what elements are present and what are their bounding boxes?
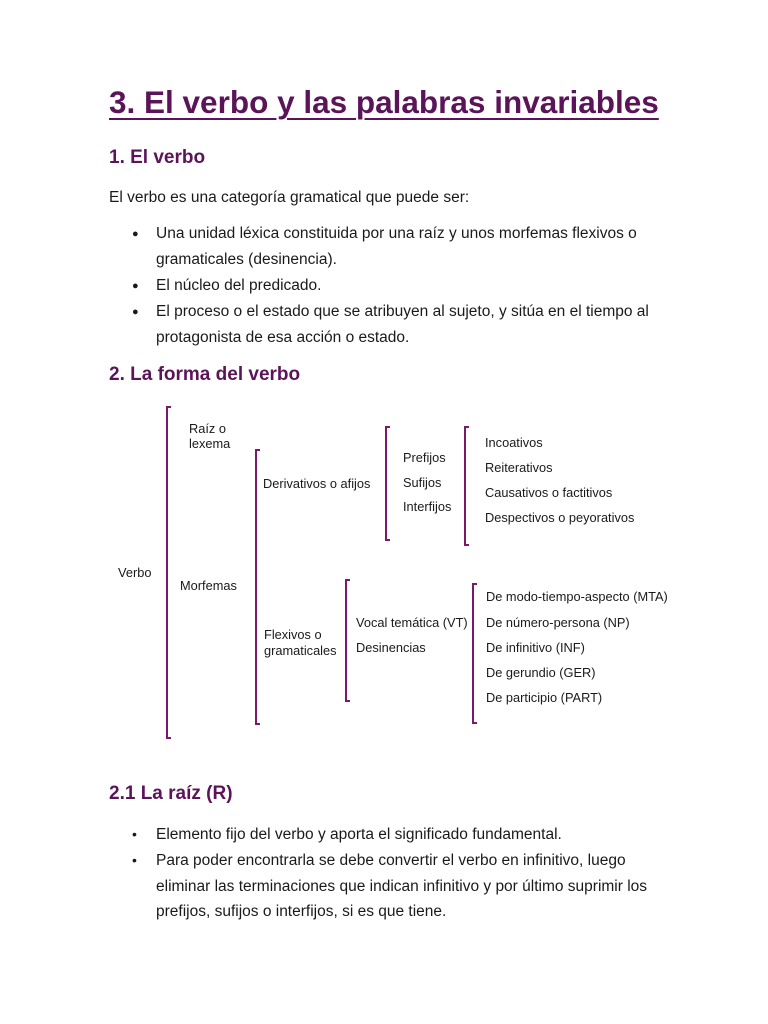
- node-flexivos-line1: Flexivos o: [264, 627, 322, 642]
- node-verbo: Verbo: [118, 565, 152, 580]
- list-item: Para poder encontrarla se debe convertir el verbo en infinitivo, luego: [156, 852, 626, 869]
- bracket-derivativos: [386, 427, 390, 540]
- node-np: De número-persona (NP): [486, 615, 630, 630]
- node-sufijos: Sufijos: [403, 475, 442, 490]
- list-item-continued: protagonista de esa acción o estado.: [156, 329, 410, 346]
- node-raiz-line2: lexema: [189, 436, 231, 451]
- bracket-flexivos: [346, 580, 350, 701]
- node-despectivos: Despectivos o peyorativos: [485, 510, 635, 525]
- bullet-marker: ●: [132, 228, 139, 240]
- node-interfijos: Interfijos: [403, 499, 452, 514]
- page-title: 3. El verbo y las palabras invariables: [109, 84, 659, 120]
- list-item: El proceso o el estado que se atribuyen al sujeto, y sitúa en el tiempo al: [156, 303, 649, 320]
- node-derivativos: Derivativos o afijos: [263, 476, 371, 491]
- node-flexivos-line2: gramaticales: [264, 643, 337, 658]
- node-morfemas: Morfemas: [180, 578, 237, 593]
- node-causativos: Causativos o factitivos: [485, 485, 613, 500]
- list-item-continued: prefijos, sufijos o interfijos, si es que tiene.: [156, 903, 447, 920]
- node-raiz-line1: Raíz o: [189, 421, 226, 436]
- list-item-continued: eliminar las terminaciones que indican infinitivo y por último suprimir los: [156, 878, 648, 895]
- node-reiterativos: Reiterativos: [485, 460, 553, 475]
- bullet-marker: •: [132, 852, 137, 868]
- node-vocal-tematica: Vocal temática (VT): [356, 615, 468, 630]
- list-item: Una unidad léxica constituida por una raíz y unos morfemas flexivos o: [156, 225, 637, 242]
- section-heading-el-verbo: 1. El verbo: [109, 147, 206, 168]
- list-item: El núcleo del predicado.: [156, 277, 322, 294]
- list-item: Elemento fijo del verbo y aporta el significado fundamental.: [156, 826, 562, 843]
- node-ger: De gerundio (GER): [486, 665, 596, 680]
- node-inf: De infinitivo (INF): [486, 640, 585, 655]
- intro-paragraph: El verbo es una categoría gramatical que puede ser:: [109, 189, 470, 206]
- section-heading-la-raiz: 2.1 La raíz (R): [109, 783, 233, 804]
- bullet-marker: ●: [132, 306, 139, 318]
- node-prefijos: Prefijos: [403, 450, 446, 465]
- bracket-desinencias: [473, 584, 477, 723]
- bullet-marker: •: [132, 826, 137, 842]
- list-item-continued: gramaticales (desinencia).: [156, 251, 337, 268]
- section-heading-forma-del-verbo: 2. La forma del verbo: [109, 364, 301, 385]
- node-part: De participio (PART): [486, 690, 603, 705]
- bullet-marker: ●: [132, 280, 139, 292]
- node-incoativos: Incoativos: [485, 435, 543, 450]
- node-desinencias: Desinencias: [356, 640, 426, 655]
- bracket-sufijos: [465, 427, 469, 545]
- bracket-morfemas: [256, 450, 260, 724]
- bracket-verbo: [167, 407, 171, 738]
- node-mta: De modo-tiempo-aspecto (MTA): [486, 589, 668, 604]
